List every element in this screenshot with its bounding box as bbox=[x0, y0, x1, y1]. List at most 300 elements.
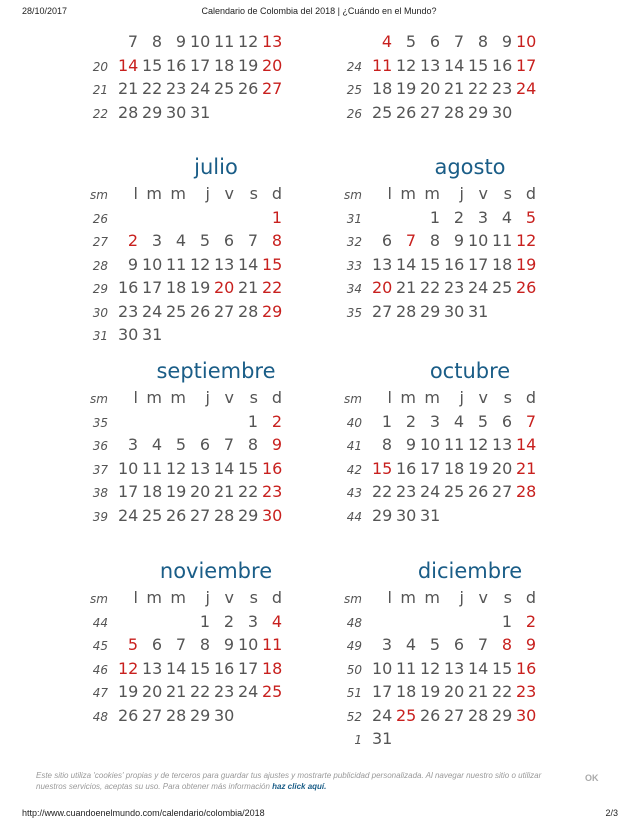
week-row bbox=[86, 680, 326, 704]
day-cell: 14 bbox=[214, 458, 235, 478]
week-number: 52 bbox=[346, 709, 362, 724]
weekday-header: v bbox=[478, 388, 488, 407]
day-cell: 15 bbox=[468, 55, 489, 75]
day-cell: 29 bbox=[372, 505, 393, 525]
weekday-header: s bbox=[249, 184, 258, 203]
day-cell: 17 bbox=[372, 682, 393, 701]
day-cell: 24 bbox=[190, 79, 211, 98]
day-cell: 5 bbox=[477, 411, 488, 431]
page-url: http://www.cuandoenelmundo.com/calendario/colombia/2018 bbox=[22, 808, 265, 818]
day-cell: 30 bbox=[166, 102, 187, 122]
week-row bbox=[86, 276, 326, 300]
day-cell: 27 bbox=[190, 505, 211, 525]
day-cell: 24 bbox=[372, 705, 393, 725]
day-cell: 11 bbox=[214, 32, 235, 51]
week-number: 42 bbox=[346, 462, 362, 477]
week-number: 20 bbox=[92, 59, 108, 74]
day-cell: 4 bbox=[453, 411, 464, 431]
day-cell: 25 bbox=[372, 102, 393, 122]
weekday-header: m bbox=[146, 588, 162, 607]
day-cell: 11 bbox=[492, 231, 513, 250]
holiday-day: 19 bbox=[516, 254, 537, 274]
day-cell: 10 bbox=[420, 435, 441, 454]
week-row bbox=[86, 253, 326, 277]
day-cell: 7 bbox=[223, 435, 234, 454]
holiday-day: 4 bbox=[381, 32, 392, 51]
month-title: agosto bbox=[434, 155, 506, 179]
day-cell: 21 bbox=[396, 278, 417, 297]
day-cell: 19 bbox=[396, 79, 417, 98]
weekday-header: s bbox=[503, 588, 512, 607]
day-cell: 1 bbox=[381, 411, 392, 431]
day-cell: 21 bbox=[468, 682, 489, 701]
weekday-header: l bbox=[133, 588, 138, 607]
week-number: 26 bbox=[346, 106, 362, 121]
holiday-day: 30 bbox=[516, 705, 537, 725]
day-cell: 18 bbox=[166, 278, 187, 297]
weekday-header: s bbox=[503, 184, 512, 203]
weekday-header: d bbox=[271, 388, 282, 407]
holiday-day: 5 bbox=[525, 207, 536, 227]
holiday-day: 5 bbox=[127, 635, 138, 654]
day-cell: 27 bbox=[444, 705, 465, 725]
holiday-day: 21 bbox=[516, 458, 537, 478]
week-row bbox=[340, 504, 580, 528]
day-cell: 28 bbox=[444, 102, 465, 122]
day-cell: 25 bbox=[444, 482, 465, 501]
weekday-header-row bbox=[340, 386, 580, 410]
day-cell: 21 bbox=[238, 278, 259, 297]
week-number: 46 bbox=[92, 662, 108, 677]
day-cell: 9 bbox=[175, 32, 186, 51]
day-cell: 29 bbox=[468, 102, 489, 122]
print-header bbox=[0, 6, 638, 20]
week-number: 29 bbox=[92, 282, 108, 296]
day-cell: 26 bbox=[420, 705, 441, 725]
day-cell: 20 bbox=[420, 79, 441, 98]
day-cell: 13 bbox=[372, 254, 393, 274]
holiday-day: 15 bbox=[372, 458, 393, 478]
day-cell: 12 bbox=[190, 254, 211, 274]
month-title: julio bbox=[194, 155, 238, 179]
day-cell: 25 bbox=[166, 301, 187, 321]
weekday-header-row bbox=[340, 182, 580, 206]
day-cell: 21 bbox=[444, 79, 465, 98]
day-cell: 20 bbox=[492, 458, 513, 478]
day-cell: 10 bbox=[238, 635, 259, 654]
week-number: 39 bbox=[92, 509, 108, 524]
week-row bbox=[86, 433, 326, 457]
weekday-header: m bbox=[424, 388, 440, 407]
week-number: 51 bbox=[346, 686, 362, 700]
page-number: 2/3 bbox=[605, 808, 618, 818]
week-number: 48 bbox=[346, 615, 362, 630]
day-cell: 3 bbox=[429, 411, 440, 431]
day-cell: 19 bbox=[118, 682, 139, 701]
day-cell: 27 bbox=[142, 705, 163, 725]
week-row bbox=[86, 610, 326, 634]
day-cell: 4 bbox=[501, 207, 512, 227]
week-row bbox=[340, 457, 580, 481]
day-cell: 13 bbox=[142, 658, 163, 678]
week-number-header: sm bbox=[344, 392, 362, 406]
day-cell: 14 bbox=[444, 55, 465, 75]
day-cell: 18 bbox=[214, 55, 235, 75]
week-number: 35 bbox=[92, 415, 108, 430]
holiday-day: 17 bbox=[516, 55, 537, 75]
day-cell: 30 bbox=[396, 505, 417, 525]
day-cell: 1 bbox=[247, 411, 258, 431]
week-number: 49 bbox=[346, 639, 362, 653]
holiday-day: 11 bbox=[262, 635, 283, 654]
day-cell: 13 bbox=[214, 254, 235, 274]
day-cell: 22 bbox=[468, 79, 489, 98]
holiday-day: 20 bbox=[372, 278, 393, 297]
weekday-header: m bbox=[424, 184, 440, 203]
day-cell: 18 bbox=[142, 482, 163, 501]
week-number: 36 bbox=[92, 439, 108, 453]
day-cell: 17 bbox=[420, 458, 441, 478]
week-number-header: sm bbox=[90, 592, 108, 606]
week-number: 34 bbox=[346, 282, 362, 296]
week-number: 50 bbox=[346, 662, 362, 677]
day-cell: 31 bbox=[372, 729, 393, 748]
day-cell: 8 bbox=[429, 231, 440, 250]
day-cell: 8 bbox=[247, 435, 258, 454]
holiday-day: 13 bbox=[262, 32, 283, 51]
week-row bbox=[340, 77, 580, 101]
day-cell: 25 bbox=[142, 505, 163, 525]
holiday-day: 16 bbox=[516, 658, 537, 678]
week-number: 45 bbox=[92, 639, 108, 653]
print-footer bbox=[0, 808, 638, 822]
weekday-header: d bbox=[271, 588, 282, 607]
day-cell: 11 bbox=[166, 254, 187, 274]
day-cell: 13 bbox=[492, 435, 513, 454]
day-cell: 15 bbox=[492, 658, 513, 678]
day-cell: 14 bbox=[238, 254, 259, 274]
holiday-day: 25 bbox=[396, 705, 417, 725]
week-row bbox=[340, 206, 580, 230]
week-row bbox=[86, 480, 326, 504]
weekday-header-row bbox=[86, 586, 326, 610]
day-cell: 30 bbox=[214, 705, 235, 725]
day-cell: 22 bbox=[420, 278, 441, 297]
day-cell: 6 bbox=[381, 231, 392, 250]
week-number: 44 bbox=[346, 509, 362, 524]
holiday-day: 30 bbox=[262, 505, 283, 525]
day-cell: 14 bbox=[166, 658, 187, 678]
week-number: 24 bbox=[346, 59, 362, 74]
day-cell: 3 bbox=[127, 435, 138, 454]
week-row bbox=[86, 77, 326, 101]
day-cell: 7 bbox=[247, 231, 258, 250]
month-block bbox=[340, 154, 580, 323]
day-cell: 23 bbox=[118, 301, 139, 321]
day-cell: 9 bbox=[223, 635, 234, 654]
holiday-day: 22 bbox=[262, 278, 283, 297]
holiday-day: 9 bbox=[271, 435, 282, 454]
holiday-day: 23 bbox=[516, 682, 537, 701]
day-cell: 12 bbox=[468, 435, 489, 454]
day-cell: 17 bbox=[238, 658, 259, 678]
holiday-day: 1 bbox=[271, 207, 282, 227]
holiday-day: 4 bbox=[271, 611, 282, 631]
day-cell: 26 bbox=[396, 102, 417, 122]
weekday-header: s bbox=[249, 588, 258, 607]
week-row bbox=[86, 54, 326, 78]
day-cell: 10 bbox=[118, 458, 139, 478]
holiday-day: 18 bbox=[262, 658, 283, 678]
day-cell: 6 bbox=[223, 231, 234, 250]
weekday-header: m bbox=[146, 184, 162, 203]
holiday-day: 20 bbox=[214, 278, 235, 297]
weekday-header: d bbox=[525, 388, 536, 407]
holiday-day: 26 bbox=[516, 278, 537, 297]
day-cell: 22 bbox=[238, 482, 259, 501]
day-cell: 17 bbox=[142, 278, 163, 297]
day-cell: 8 bbox=[151, 32, 162, 51]
weekday-header: v bbox=[224, 184, 234, 203]
day-cell: 16 bbox=[492, 55, 513, 75]
week-row bbox=[340, 54, 580, 78]
weekday-header: s bbox=[249, 388, 258, 407]
week-number: 22 bbox=[92, 106, 108, 121]
day-cell: 12 bbox=[166, 458, 187, 478]
holiday-day: 2 bbox=[525, 611, 536, 631]
cookie-text: Este sitio utiliza 'cookies' propias y de terceros para guardar tus ajustes y mostrarte publicidad personalizada. Al navegar nuestro sitio o utilizar nuestros servicios, aceptas su uso. Para obtener más información bbox=[36, 771, 542, 791]
weekday-header: l bbox=[387, 184, 392, 203]
day-cell: 1 bbox=[501, 611, 512, 631]
day-cell: 22 bbox=[190, 682, 211, 701]
day-cell: 21 bbox=[166, 682, 187, 701]
day-cell: 16 bbox=[396, 458, 417, 478]
day-cell: 20 bbox=[142, 682, 163, 701]
day-cell: 18 bbox=[492, 254, 513, 274]
weekday-header: m bbox=[400, 184, 416, 203]
day-cell: 6 bbox=[501, 411, 512, 431]
week-row bbox=[340, 30, 580, 54]
day-cell: 31 bbox=[190, 102, 211, 122]
weekday-header: v bbox=[224, 588, 234, 607]
holiday-day: 29 bbox=[262, 301, 283, 321]
day-cell: 12 bbox=[238, 32, 259, 51]
holiday-day: 2 bbox=[127, 231, 138, 250]
day-cell: 14 bbox=[396, 254, 417, 274]
day-cell: 27 bbox=[214, 301, 235, 321]
day-cell: 6 bbox=[199, 435, 210, 454]
day-cell: 26 bbox=[190, 301, 211, 321]
month-title: octubre bbox=[429, 359, 511, 383]
day-cell: 27 bbox=[420, 102, 441, 122]
week-row bbox=[340, 410, 580, 434]
month-title: septiembre bbox=[156, 359, 276, 383]
day-cell: 24 bbox=[142, 301, 163, 321]
week-row bbox=[86, 323, 326, 347]
day-cell: 23 bbox=[166, 79, 187, 98]
weekday-header: l bbox=[133, 388, 138, 407]
week-row bbox=[340, 253, 580, 277]
month-block bbox=[340, 30, 580, 124]
holiday-day: 16 bbox=[262, 458, 283, 478]
day-cell: 29 bbox=[420, 301, 441, 321]
week-row bbox=[86, 229, 326, 253]
holiday-day: 23 bbox=[262, 482, 283, 501]
day-cell: 26 bbox=[166, 505, 187, 525]
day-cell: 6 bbox=[151, 635, 162, 654]
day-cell: 9 bbox=[501, 32, 512, 51]
weekday-header: j bbox=[205, 184, 210, 203]
weekday-header: d bbox=[525, 588, 536, 607]
day-cell: 7 bbox=[453, 32, 464, 51]
weekday-header-row bbox=[86, 182, 326, 206]
weekday-header: j bbox=[205, 388, 210, 407]
day-cell: 5 bbox=[199, 231, 210, 250]
week-row bbox=[340, 300, 580, 324]
week-number: 37 bbox=[92, 462, 108, 477]
day-cell: 27 bbox=[492, 482, 513, 501]
day-cell: 29 bbox=[142, 102, 163, 122]
day-cell: 23 bbox=[396, 482, 417, 501]
week-number: 48 bbox=[92, 709, 108, 724]
week-number: 28 bbox=[92, 258, 108, 273]
day-cell: 27 bbox=[372, 301, 393, 321]
holiday-day: 14 bbox=[118, 55, 139, 75]
day-cell: 28 bbox=[468, 705, 489, 725]
day-cell: 28 bbox=[214, 505, 235, 525]
day-cell: 12 bbox=[420, 658, 441, 678]
day-cell: 3 bbox=[151, 231, 162, 250]
day-cell: 3 bbox=[477, 207, 488, 227]
week-number: 40 bbox=[346, 415, 362, 430]
day-cell: 15 bbox=[142, 55, 163, 75]
day-cell: 8 bbox=[381, 435, 392, 454]
day-cell: 31 bbox=[468, 301, 489, 321]
day-cell: 18 bbox=[396, 682, 417, 701]
week-number: 27 bbox=[92, 235, 108, 249]
week-row bbox=[86, 633, 326, 657]
day-cell: 20 bbox=[444, 682, 465, 701]
week-row bbox=[340, 633, 580, 657]
week-number-header: sm bbox=[90, 392, 108, 406]
day-cell: 16 bbox=[214, 658, 235, 678]
holiday-day: 11 bbox=[372, 55, 393, 75]
day-cell: 13 bbox=[444, 658, 465, 678]
holiday-day: 8 bbox=[501, 635, 512, 654]
week-row bbox=[86, 410, 326, 434]
weekday-header: l bbox=[387, 588, 392, 607]
day-cell: 26 bbox=[238, 79, 259, 98]
week-number: 21 bbox=[92, 83, 108, 97]
day-cell: 6 bbox=[453, 635, 464, 654]
weekday-header: m bbox=[146, 388, 162, 407]
day-cell: 17 bbox=[118, 482, 139, 501]
holiday-day: 9 bbox=[525, 635, 536, 654]
day-cell: 21 bbox=[118, 79, 139, 98]
day-cell: 24 bbox=[118, 505, 139, 525]
weekday-header: j bbox=[459, 588, 464, 607]
weekday-header: j bbox=[205, 588, 210, 607]
day-cell: 1 bbox=[429, 207, 440, 227]
day-cell: 28 bbox=[118, 102, 139, 122]
cookie-more-link[interactable]: haz click aquí. bbox=[272, 782, 327, 791]
holiday-day: 27 bbox=[262, 79, 283, 98]
day-cell: 13 bbox=[190, 458, 211, 478]
day-cell: 12 bbox=[396, 55, 417, 75]
holiday-day: 8 bbox=[271, 231, 282, 250]
week-number: 44 bbox=[92, 615, 108, 630]
day-cell: 16 bbox=[444, 254, 465, 274]
week-number: 43 bbox=[346, 486, 362, 500]
day-cell: 16 bbox=[118, 278, 139, 297]
holiday-day: 10 bbox=[516, 32, 537, 51]
day-cell: 2 bbox=[405, 411, 416, 431]
month-title: noviembre bbox=[159, 559, 273, 583]
weekday-header: m bbox=[170, 388, 186, 407]
day-cell: 10 bbox=[372, 658, 393, 678]
weekday-header: v bbox=[478, 588, 488, 607]
weekday-header: m bbox=[170, 184, 186, 203]
day-cell: 1 bbox=[199, 611, 210, 631]
day-cell: 5 bbox=[429, 635, 440, 654]
day-cell: 23 bbox=[444, 278, 465, 297]
holiday-day: 25 bbox=[262, 682, 283, 701]
day-cell: 3 bbox=[247, 611, 258, 631]
week-number: 47 bbox=[92, 686, 108, 700]
holiday-day: 14 bbox=[516, 435, 537, 454]
weekday-header-row bbox=[340, 586, 580, 610]
week-number: 31 bbox=[346, 211, 362, 226]
weekday-header-row bbox=[86, 386, 326, 410]
week-number-header: sm bbox=[344, 188, 362, 202]
page-title: Calendario de Colombia del 2018 | ¿Cuándo en el Mundo? bbox=[201, 6, 437, 16]
week-number-header: sm bbox=[344, 592, 362, 606]
day-cell: 8 bbox=[199, 635, 210, 654]
day-cell: 20 bbox=[190, 482, 211, 501]
week-number: 41 bbox=[346, 439, 362, 453]
week-row bbox=[86, 657, 326, 681]
weekday-header: m bbox=[424, 588, 440, 607]
day-cell: 25 bbox=[214, 79, 235, 98]
week-row bbox=[86, 30, 326, 54]
day-cell: 5 bbox=[405, 32, 416, 51]
week-row bbox=[340, 480, 580, 504]
week-row bbox=[340, 680, 580, 704]
weekday-header: d bbox=[525, 184, 536, 203]
week-number: 31 bbox=[92, 329, 108, 343]
print-date: 28/10/2017 bbox=[22, 6, 68, 16]
week-number: 30 bbox=[92, 305, 108, 320]
week-number: 26 bbox=[92, 211, 108, 226]
weekday-header: l bbox=[133, 184, 138, 203]
day-cell: 31 bbox=[142, 325, 163, 344]
week-row bbox=[86, 101, 326, 125]
month-block bbox=[86, 30, 326, 124]
cookie-notice bbox=[36, 770, 556, 792]
day-cell: 19 bbox=[468, 458, 489, 478]
day-cell: 10 bbox=[190, 32, 211, 51]
day-cell: 7 bbox=[175, 635, 186, 654]
month-block bbox=[340, 558, 580, 751]
cookie-ok-button[interactable]: OK bbox=[585, 773, 599, 783]
day-cell: 7 bbox=[127, 32, 138, 51]
day-cell: 18 bbox=[372, 79, 393, 98]
month-block bbox=[86, 558, 326, 727]
day-cell: 13 bbox=[420, 55, 441, 75]
month-block bbox=[340, 358, 580, 527]
day-cell: 26 bbox=[118, 705, 139, 725]
week-row bbox=[340, 704, 580, 728]
